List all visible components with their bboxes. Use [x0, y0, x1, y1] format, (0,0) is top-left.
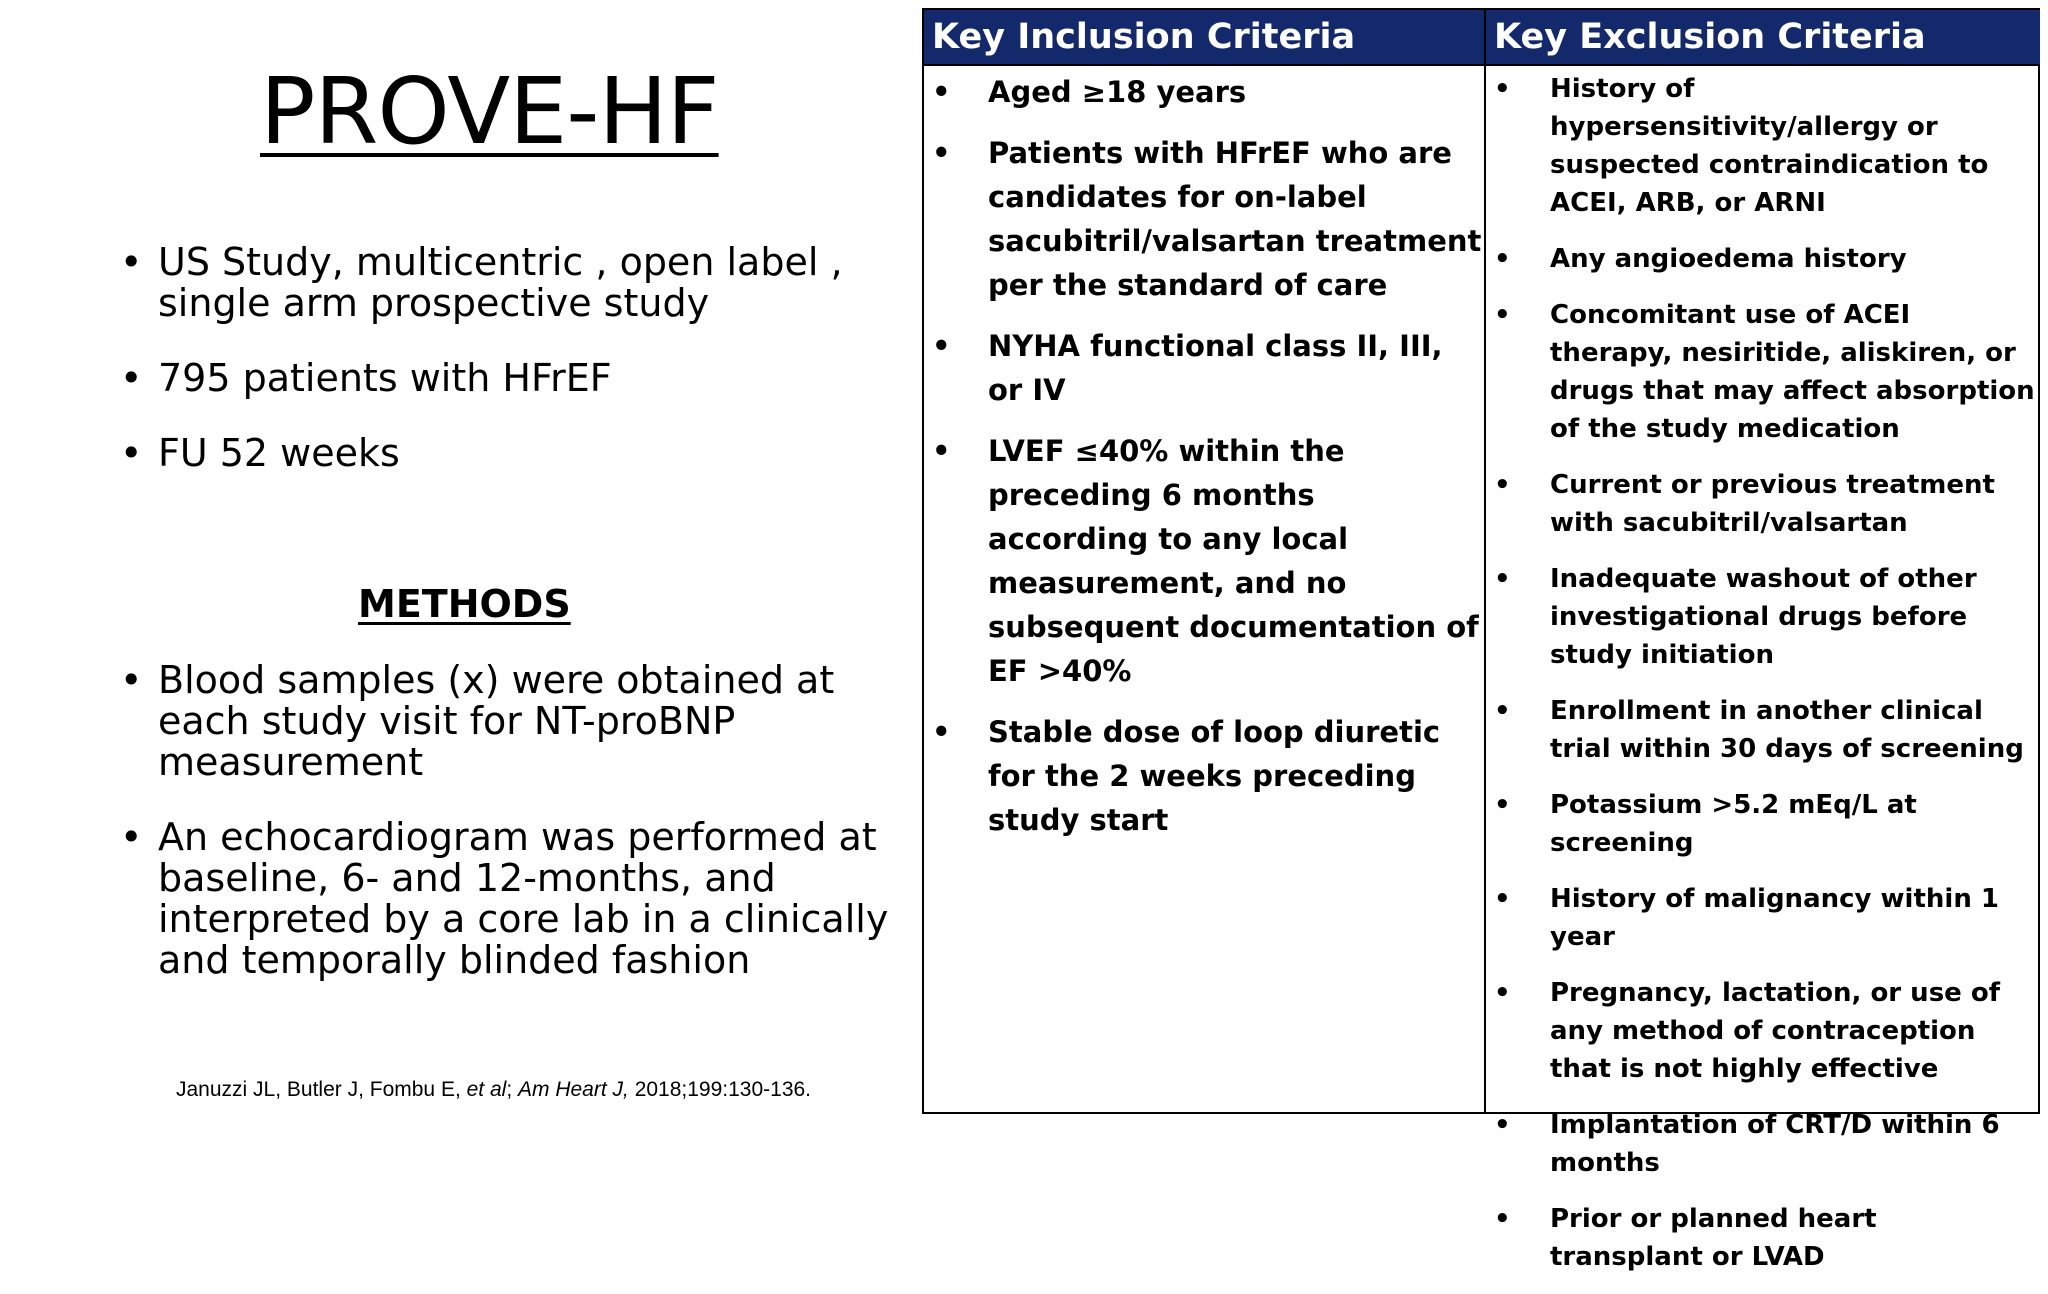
- bullet-icon: •: [1494, 696, 1511, 726]
- exclusion-header: Key Exclusion Criteria: [1486, 10, 2040, 64]
- bullet-icon: •: [120, 356, 143, 400]
- methods-heading: METHODS: [358, 582, 571, 626]
- bullet-icon: •: [1494, 1204, 1511, 1234]
- citation-journal: Am Heart J,: [518, 1078, 629, 1101]
- list-item: [924, 710, 1484, 842]
- list-item: [1486, 466, 2040, 542]
- citation-etal: et al: [466, 1078, 507, 1101]
- criterion-text: Current or previous treatment with sacubitril/valsartan: [1550, 470, 1995, 538]
- criterion-text: Aged ≥18 years: [988, 75, 1247, 109]
- bullet-icon: •: [932, 136, 951, 170]
- bullet-icon: •: [932, 434, 951, 468]
- list-item: [924, 429, 1484, 693]
- bullet-icon: •: [120, 431, 143, 475]
- slide-title: PROVE-HF: [260, 58, 719, 165]
- citation-authors: Januzzi JL, Butler J, Fombu E,: [176, 1078, 467, 1101]
- methods-bullet-list: [120, 660, 900, 1015]
- bullet-text: FU 52 weeks: [158, 431, 400, 475]
- bullet-text: 795 patients with HFrEF: [158, 356, 612, 400]
- bullet-text: An echocardiogram was performed at baseline, 6- and 12-months, and interpreted by a core lab in a clinically and temporally blinded fashion: [158, 815, 889, 982]
- bullet-text: US Study, multicentric , open label , single arm prospective study: [158, 240, 843, 325]
- criterion-text: Prior or planned heart transplant or LVAD: [1550, 1204, 1877, 1272]
- criteria-table: [922, 8, 2040, 1272]
- criterion-text: Stable dose of loop diuretic for the 2 weeks preceding study start: [988, 715, 1441, 837]
- bullet-icon: •: [1494, 300, 1511, 330]
- list-item: [924, 70, 1484, 114]
- list-item: [1486, 240, 2040, 278]
- citation: [176, 1078, 811, 1102]
- exclusion-list: [1486, 70, 2040, 1294]
- criterion-text: Enrollment in another clinical trial within 30 days of screening: [1550, 696, 2024, 764]
- list-item: [120, 242, 900, 324]
- bullet-icon: •: [1494, 74, 1511, 104]
- citation-details: 2018;199:130-136.: [628, 1078, 812, 1101]
- bullet-icon: •: [120, 815, 143, 859]
- intro-bullet-list: [120, 242, 900, 508]
- criterion-text: Implantation of CRT/D within 6 months: [1550, 1110, 2000, 1178]
- list-item: [924, 131, 1484, 307]
- inclusion-header: Key Inclusion Criteria: [924, 10, 1485, 64]
- bullet-icon: •: [120, 240, 143, 284]
- list-item: [1486, 560, 2040, 674]
- list-item: [1486, 1200, 2040, 1276]
- citation-separator: ;: [506, 1078, 518, 1101]
- criterion-text: Potassium >5.2 mEq/L at screening: [1550, 790, 1917, 858]
- criterion-text: NYHA functional class II, III, or IV: [988, 329, 1443, 407]
- criterion-text: Any angioedema history: [1550, 244, 1907, 274]
- criterion-text: History of malignancy within 1 year: [1550, 884, 1999, 952]
- list-item: [1486, 692, 2040, 768]
- header-divider: [924, 64, 2038, 66]
- list-item: [120, 358, 900, 399]
- list-item: [1486, 786, 2040, 862]
- bullet-icon: •: [1494, 1110, 1511, 1140]
- criterion-text: Concomitant use of ACEI therapy, nesiritide, aliskiren, or drugs that may affect absorption of the study medication: [1550, 300, 2035, 444]
- bullet-icon: •: [1494, 790, 1511, 820]
- bullet-icon: •: [1494, 978, 1511, 1008]
- bullet-text: Blood samples (x) were obtained at each study visit for NT-proBNP measurement: [158, 658, 835, 784]
- list-item: [1486, 70, 2040, 222]
- bullet-icon: •: [932, 75, 951, 109]
- list-item: [120, 660, 900, 783]
- inclusion-list: [924, 70, 1484, 859]
- list-item: [1486, 1106, 2040, 1182]
- criterion-text: LVEF ≤40% within the preceding 6 months according to any local measurement, and no subsequent documentation of EF >40%: [988, 434, 1479, 688]
- criterion-text: Pregnancy, lactation, or use of any method of contraception that is not highly effective: [1550, 978, 2001, 1084]
- bullet-icon: •: [1494, 564, 1511, 594]
- list-item: [120, 433, 900, 474]
- criterion-text: Inadequate washout of other investigational drugs before study initiation: [1550, 564, 1977, 670]
- list-item: [1486, 974, 2040, 1088]
- list-item: [924, 324, 1484, 412]
- bullet-icon: •: [120, 658, 143, 702]
- criterion-text: History of hypersensitivity/allergy or suspected contraindication to ACEI, ARB, or ARNI: [1550, 74, 1989, 218]
- bullet-icon: •: [932, 715, 951, 749]
- criterion-text: Patients with HFrEF who are candidates for on-label sacubitril/valsartan treatment per the standard of care: [988, 136, 1482, 302]
- bullet-icon: •: [1494, 884, 1511, 914]
- bullet-icon: •: [1494, 244, 1511, 274]
- bullet-icon: •: [932, 329, 951, 363]
- list-item: [1486, 296, 2040, 448]
- list-item: [120, 817, 900, 981]
- bullet-icon: •: [1494, 470, 1511, 500]
- list-item: [1486, 880, 2040, 956]
